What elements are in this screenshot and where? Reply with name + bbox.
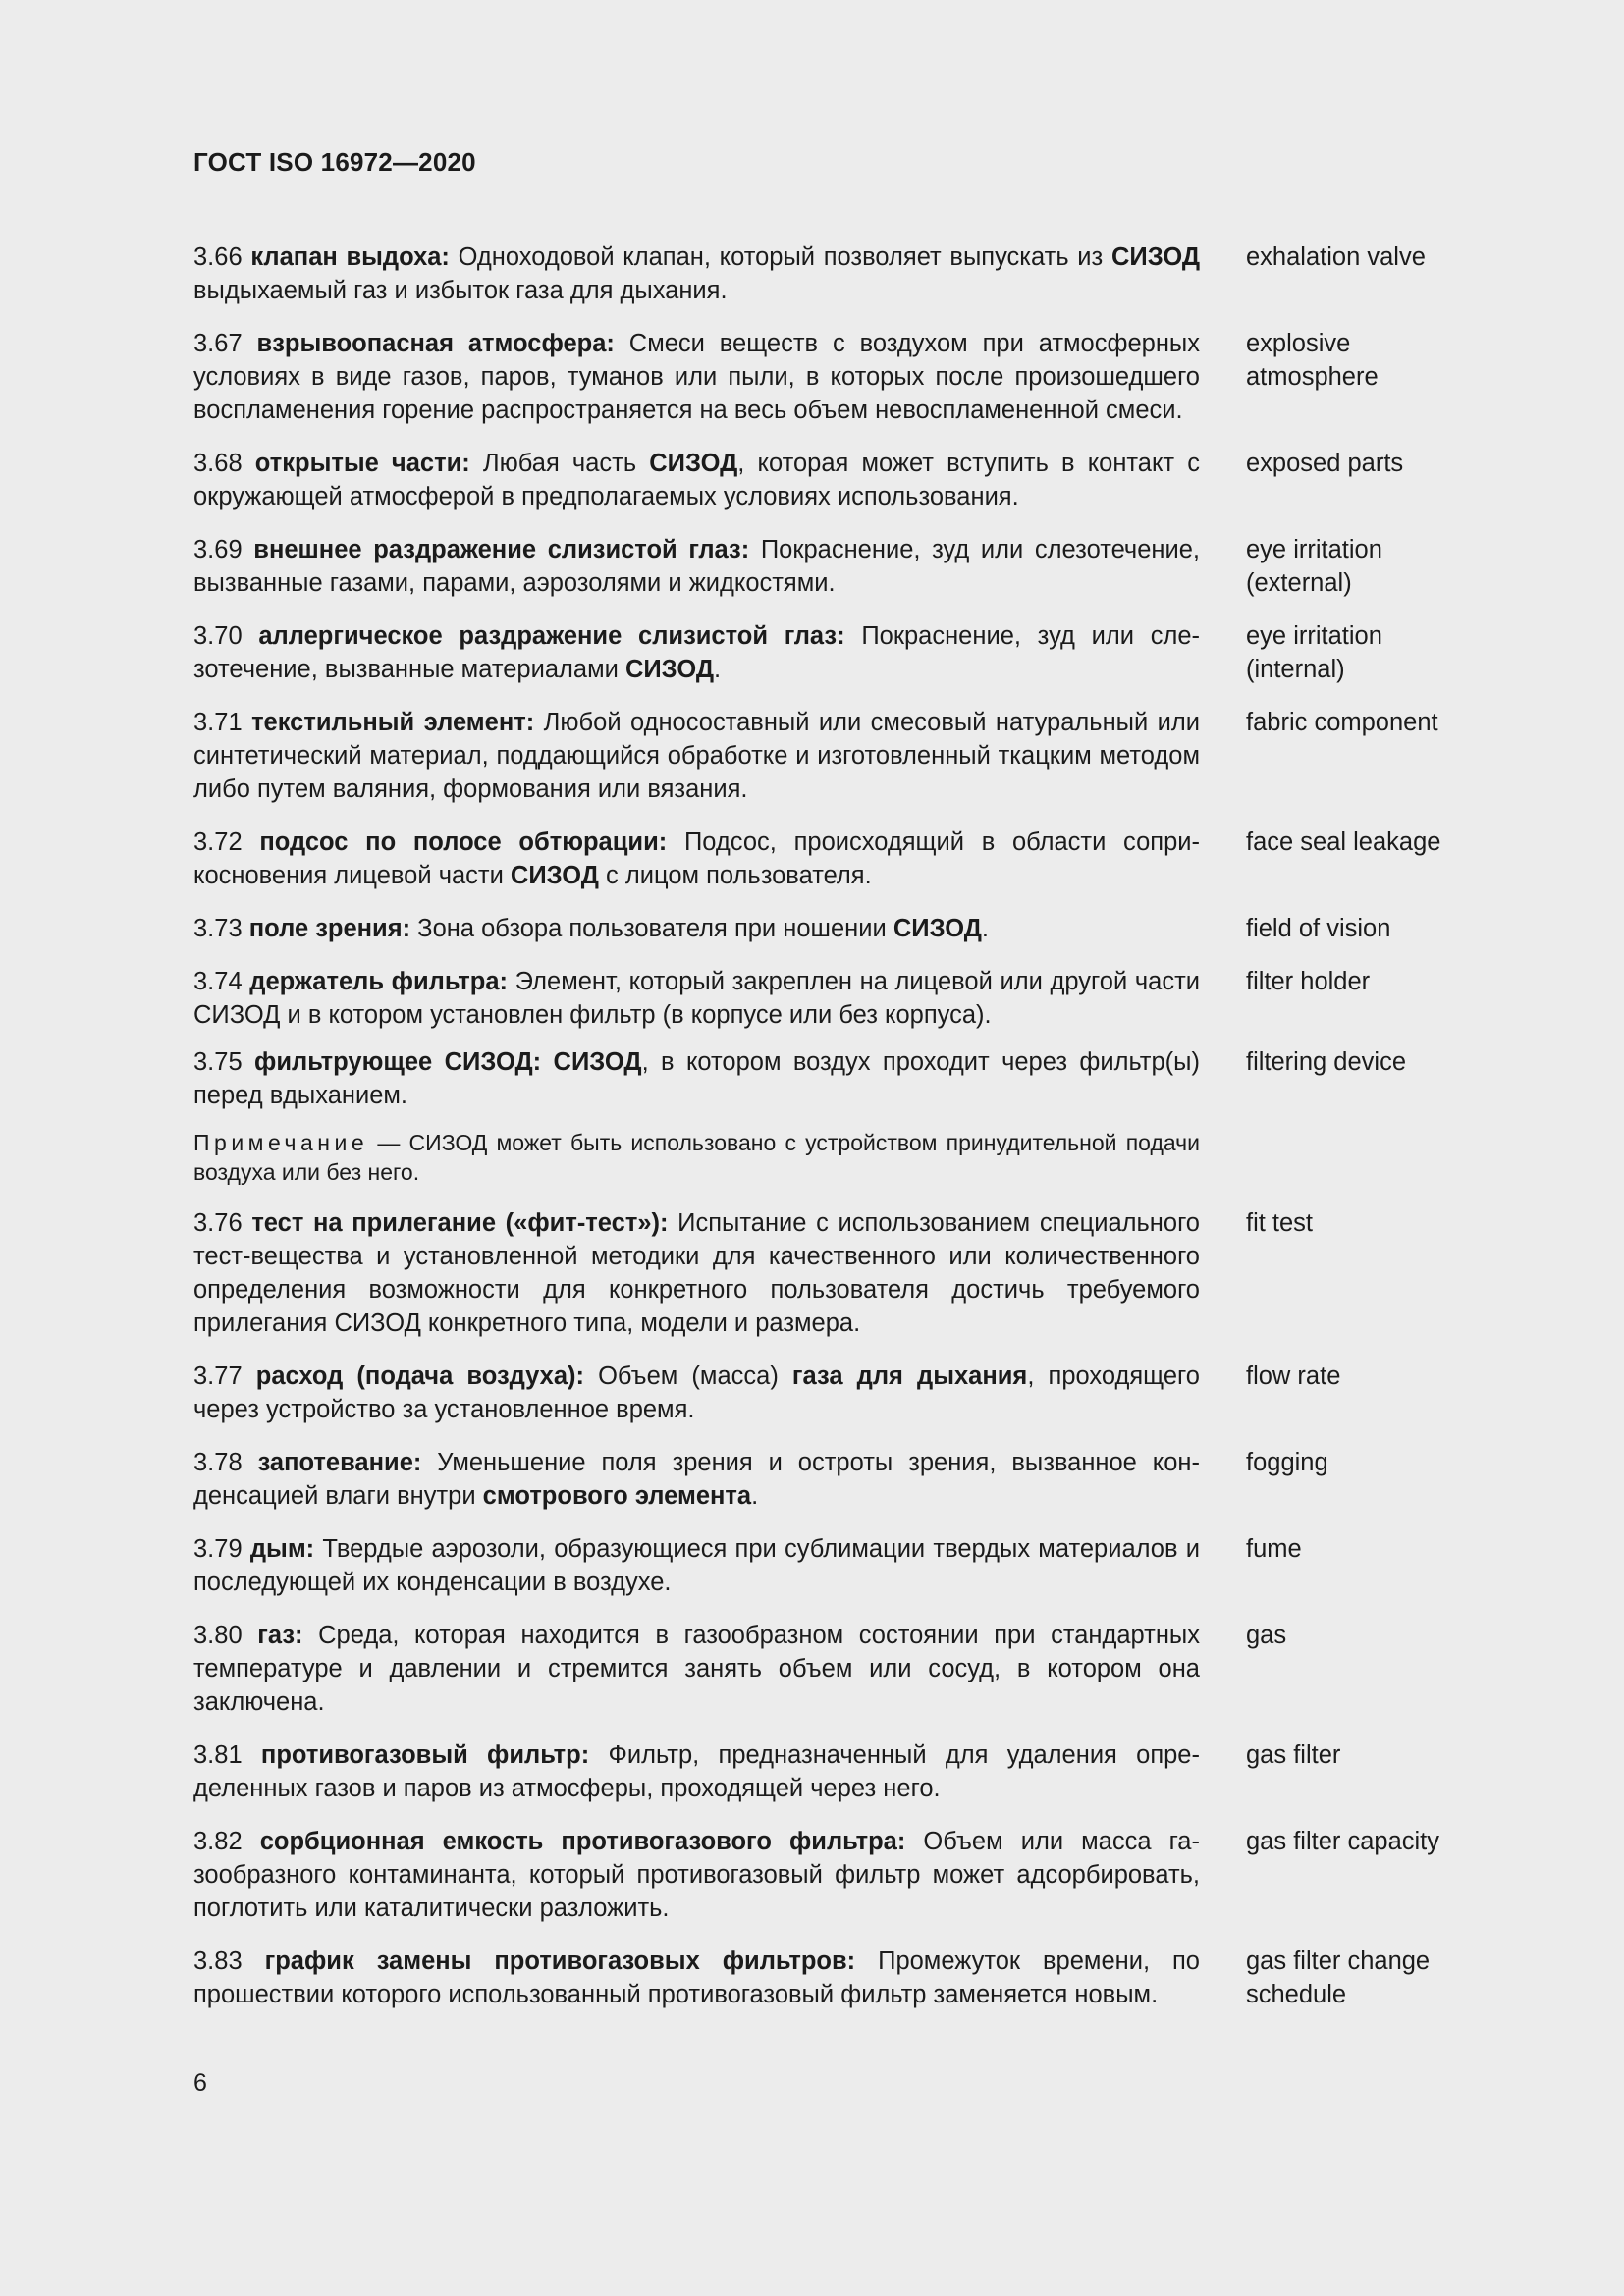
definition-text: Фильтр, предназначенный для удаления определенных газов и паров из атмосферы, проходящей через него. — [193, 1741, 1200, 1802]
english-equivalent: explosive atmosphere — [1246, 330, 1379, 391]
term-entry — [193, 1532, 1470, 1599]
term-definition — [193, 1825, 1200, 1925]
term-definition — [193, 826, 1200, 892]
term-entry — [193, 1360, 1470, 1426]
english-equivalent: fit test — [1246, 1209, 1314, 1237]
term-definition — [193, 619, 1200, 686]
bold-reference: смотрового элемента — [482, 1482, 752, 1510]
term-entry — [193, 327, 1470, 427]
definition-text: Любая часть — [469, 450, 650, 477]
definition-text: Испытание с использованием специального тест-вещества и установленной методики для качественного или количественного определения возможности для конкретного пользователя достичь требуемого прилегания СИЗОД конкретного типа, модели и размера. — [193, 1209, 1200, 1337]
english-equivalent: fabric component — [1246, 709, 1438, 736]
english-equivalent: gas — [1246, 1622, 1287, 1649]
definition-text: Объем или масса газообразного контаминанта, который противогазовый фильтр может адсорбировать, поглотить или каталитически разложить. — [193, 1828, 1200, 1922]
term-definition — [193, 1128, 1200, 1187]
term-name: внешнее раздражение слизистой глаз: — [253, 536, 750, 563]
term-number: 3.70 — [193, 622, 243, 650]
term-entry — [193, 619, 1470, 686]
term-number: 3.77 — [193, 1362, 243, 1390]
term-entry — [193, 912, 1470, 945]
definition-text: . — [981, 915, 989, 942]
term-name: взрывоопасная атмосфера: — [256, 330, 615, 357]
term-number: 3.72 — [193, 828, 243, 856]
term-definition — [193, 1532, 1200, 1599]
term-number: 3.80 — [193, 1622, 243, 1649]
term-definition — [193, 965, 1200, 1032]
term-definition — [193, 1045, 1200, 1112]
definition-text: Объем (масса) — [583, 1362, 792, 1390]
term-definition — [193, 533, 1200, 600]
term-entry — [193, 1825, 1470, 1925]
term-entry — [193, 965, 1470, 1032]
definition-text: с лицом пользователя. — [598, 862, 872, 889]
term-entry — [193, 1206, 1470, 1340]
term-number: 3.74 — [193, 968, 243, 995]
term-name: расход (подача воздуха): — [255, 1362, 584, 1390]
english-equivalent: exhalation valve — [1246, 243, 1426, 271]
term-entry — [193, 1738, 1470, 1805]
term-entry — [193, 1945, 1470, 2011]
term-name: сорбционная емкость противогазового фильтра: — [259, 1828, 906, 1855]
terms-list — [193, 240, 1470, 2011]
term-entry — [193, 706, 1470, 806]
term-number: 3.68 — [193, 450, 243, 477]
term-entry — [193, 826, 1470, 892]
term-definition — [193, 1738, 1200, 1805]
definition-text: Любой односоставный или смесовый натуральный или синтетический материал, поддающийся обработке и изготовленный ткацким методом либо путем валяния, формования или вязания. — [193, 709, 1201, 803]
term-name: тест на прилегание («фит-тест»): — [251, 1209, 669, 1237]
term-entry — [193, 1045, 1470, 1112]
english-equivalent: gas filter — [1246, 1741, 1341, 1769]
term-name: клапан выдоха: — [250, 243, 450, 271]
definition-text — [541, 1048, 553, 1076]
english-equivalent: exposed parts — [1246, 450, 1404, 477]
term-entry — [193, 533, 1470, 600]
term-number: 3.66 — [193, 243, 243, 271]
english-equivalent: fume — [1246, 1535, 1302, 1563]
definition-text: . — [751, 1482, 759, 1510]
term-name: запотевание: — [257, 1449, 422, 1476]
term-definition — [193, 327, 1200, 427]
term-name: газ: — [257, 1622, 303, 1649]
bold-reference: СИЗОД — [553, 1048, 642, 1076]
definition-text: Элемент, который закреплен на лицевой или другой части СИЗОД и в котором установлен фильтр (в корпусе или без корпуса). — [193, 968, 1200, 1029]
definition-text: Подсос, происходящий в области соприкосновения лицевой части — [193, 828, 1200, 889]
definition-text: , в котором воздух проходит через фильтр(ы) перед вдыханием. — [193, 1048, 1200, 1109]
term-name: открытые части: — [254, 450, 470, 477]
term-number: 3.76 — [193, 1209, 243, 1237]
definition-text: Покраснение, зуд или слезотечение, вызванные материалами — [193, 622, 1200, 683]
term-name: фильтрующее СИЗОД: — [254, 1048, 542, 1076]
term-definition — [193, 447, 1200, 513]
term-number: 3.75 — [193, 1048, 243, 1076]
term-number: 3.73 — [193, 915, 243, 942]
term-number: 3.82 — [193, 1828, 243, 1855]
term-name: поле зрения: — [248, 915, 411, 942]
note-text: — СИЗОД может быть использовано с устройством принудительной подачи воздуха или без него. — [193, 1130, 1200, 1185]
definition-text: . — [713, 656, 722, 683]
english-equivalent: flow rate — [1246, 1362, 1341, 1390]
term-name: подсос по полосе обтюрации: — [259, 828, 668, 856]
definition-text: Среда, которая находится в газообразном состоянии при стандартных температуре и давлении и стремится занять объем или сосуд, в котором она заключена. — [193, 1622, 1200, 1716]
term-definition — [193, 1360, 1200, 1426]
term-definition — [193, 1206, 1200, 1340]
definition-text: Промежуток времени, по прошествии которого использованный противогазовый фильтр заменяется новым. — [193, 1948, 1200, 2008]
english-equivalent: face seal leakage — [1246, 828, 1441, 856]
term-name: аллергическое раздражение слизистой глаз: — [258, 622, 845, 650]
term-name: дым: — [249, 1535, 315, 1563]
page-number: 6 — [193, 2069, 207, 2097]
term-definition — [193, 240, 1200, 307]
term-number: 3.79 — [193, 1535, 243, 1563]
term-name: текстильный элемент: — [251, 709, 535, 736]
bold-reference: СИЗОД — [893, 915, 982, 942]
term-definition — [193, 706, 1200, 806]
bold-reference: СИЗОД — [510, 862, 599, 889]
english-equivalent: gas filter change schedule — [1246, 1948, 1431, 2008]
bold-reference: СИЗОД — [649, 450, 738, 477]
definition-text: Одноходовой клапан, который позволяет выпускать из — [449, 243, 1111, 271]
definition-text: Твердые аэрозоли, образующиеся при сублимации твердых материалов и последующей их конденсации в воздухе. — [193, 1535, 1200, 1596]
bold-reference: газа для дыхания — [791, 1362, 1028, 1390]
english-equivalent: gas filter capacity — [1246, 1828, 1440, 1855]
english-equivalent: eye irritation (internal) — [1246, 622, 1382, 683]
bold-reference: СИЗОД — [1110, 243, 1200, 271]
term-definition — [193, 1945, 1200, 2011]
note-label: Примечание — [193, 1130, 369, 1155]
term-number: 3.78 — [193, 1449, 243, 1476]
definition-text: выдыхаемый газ и избыток газа для дыхания. — [193, 277, 728, 304]
english-equivalent: field of vision — [1246, 915, 1391, 942]
term-definition — [193, 1446, 1200, 1513]
document-header: ГОСТ ISO 16972—2020 — [193, 147, 476, 177]
term-number: 3.81 — [193, 1741, 243, 1769]
term-entry — [193, 1446, 1470, 1513]
english-equivalent: fogging — [1246, 1449, 1328, 1476]
term-definition — [193, 912, 1200, 945]
english-equivalent: eye irritation (external) — [1246, 536, 1382, 597]
term-number: 3.69 — [193, 536, 243, 563]
note-row — [193, 1126, 1470, 1187]
definition-text: Уменьшение поля зрения и остроты зрения, вызванное конденсацией влаги внутри — [193, 1449, 1200, 1510]
term-name: противогазовый фильтр: — [260, 1741, 590, 1769]
term-name: график замены противогазовых фильтров: — [264, 1948, 856, 1975]
bold-reference: СИЗОД — [624, 656, 714, 683]
term-entry — [193, 1619, 1470, 1719]
term-entry — [193, 447, 1470, 513]
english-equivalent: filtering device — [1246, 1048, 1406, 1076]
definition-text: Смеси веществ с воздухом при атмосферных условиях в виде газов, паров, туманов или пыли, в которых после произошедшего воспламенения горение распространяется на весь объем невоспламененной смеси. — [193, 330, 1200, 424]
term-number: 3.71 — [193, 709, 243, 736]
term-number: 3.67 — [193, 330, 243, 357]
term-number: 3.83 — [193, 1948, 243, 1975]
definition-text: Зона обзора пользователя при ношении — [410, 915, 893, 942]
definition-text: Покраснение, зуд или слезотечение, вызванные газами, парами, аэрозолями и жидкостями. — [193, 536, 1200, 597]
term-name: держатель фильтра: — [249, 968, 509, 995]
definition-text: , проходящего через устройство за установленное время. — [193, 1362, 1200, 1423]
definition-text: , которая может вступить в контакт с окружающей атмосферой в предполагаемых условиях использования. — [193, 450, 1200, 510]
term-entry — [193, 240, 1470, 307]
term-definition — [193, 1619, 1200, 1719]
english-equivalent: filter holder — [1246, 968, 1371, 995]
